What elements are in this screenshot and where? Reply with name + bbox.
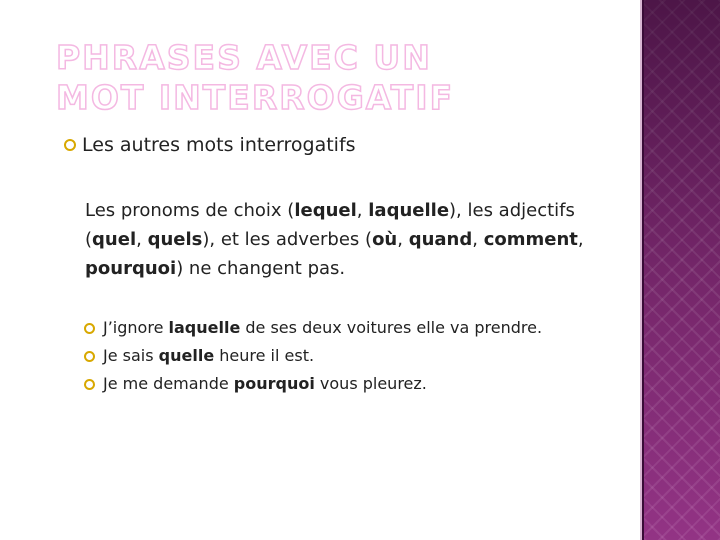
example-text: J’ignore [103, 318, 169, 337]
example-text: vous pleurez. [314, 374, 427, 393]
ring-bullet-icon [84, 351, 95, 362]
ring-bullet-icon [84, 379, 95, 390]
list-item-text [103, 314, 542, 342]
para-bold: pourquoi [85, 258, 177, 279]
ring-bullet-icon [64, 139, 76, 151]
para-bold: quel [92, 229, 137, 250]
para-text: , [356, 200, 369, 221]
example-text: Je sais [103, 346, 159, 365]
para-bold: laquelle [368, 200, 450, 221]
para-bold: quand [408, 229, 473, 250]
para-text: Les pronoms de choix ( [85, 200, 295, 221]
para-text: , [472, 229, 484, 250]
para-text: , [577, 229, 584, 250]
para-text: , [136, 229, 148, 250]
example-bold: laquelle [168, 318, 241, 337]
subtitle-text: Les autres mots interrogatifs [82, 134, 356, 156]
para-bold: lequel [294, 200, 357, 221]
list-item [84, 314, 624, 342]
para-bold: comment [483, 229, 578, 250]
example-text: heure il est. [214, 346, 315, 365]
example-bold: quelle [158, 346, 215, 365]
para-text: ), et les adverbes ( [202, 229, 373, 250]
example-list [84, 314, 624, 398]
list-item [84, 342, 624, 370]
list-item-text [103, 370, 427, 398]
example-bold: pourquoi [233, 374, 315, 393]
list-item [84, 370, 624, 398]
para-bold: où [372, 229, 398, 250]
para-bold: quels [147, 229, 203, 250]
example-text: Je me demande [103, 374, 234, 393]
example-text: de ses deux voitures elle va prendre. [240, 318, 543, 337]
para-text: ) ne changent pas. [176, 258, 346, 279]
explanation-paragraph [85, 196, 605, 283]
para-text: ), les adjectifs ( [85, 200, 575, 250]
decorative-side-panel [642, 0, 720, 540]
ring-bullet-icon [84, 323, 95, 334]
subtitle [64, 134, 356, 156]
list-item-text [103, 342, 314, 370]
slide-title: PHRASES AVEC UN MOT INTERROGATIF [56, 38, 455, 117]
para-text: , [397, 229, 409, 250]
